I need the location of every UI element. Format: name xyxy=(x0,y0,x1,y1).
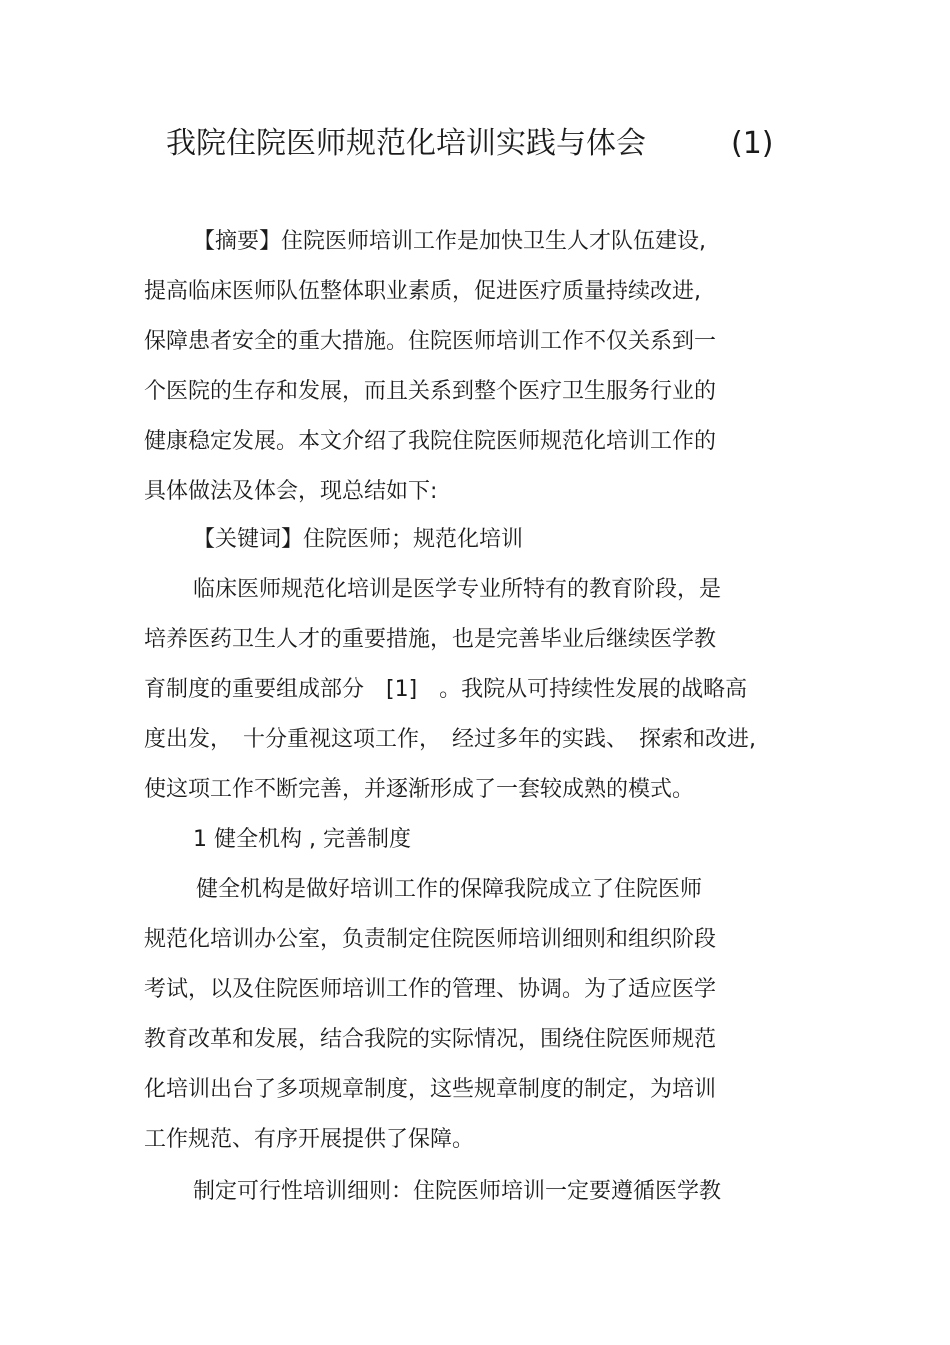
abstract-line: 提高临床医师队伍整体职业素质，促进医疗质量持续改进, xyxy=(144,279,701,304)
body-line: 教育改革和发展，结合我院的实际情况，围绕住院医师规范 xyxy=(144,1027,717,1052)
body-line: 育制度的重要组成部分 [1] 。我院从可持续性发展的战略高 xyxy=(144,677,748,702)
body-line: 制定可行性培训细则：住院医师培训一定要遵循医学教 xyxy=(193,1179,722,1204)
keywords-line: 【关键词】住院医师；规范化培训 xyxy=(193,527,524,552)
abstract-line: 保障患者安全的重大措施。住院医师培训工作不仅关系到一 xyxy=(144,329,717,354)
body-line: 规范化培训办公室，负责制定住院医师培训细则和组织阶段 xyxy=(144,927,717,952)
abstract-line: 健康稳定发展。本文介绍了我院住院医师规范化培训工作的 xyxy=(144,429,717,454)
body-line: 培养医药卫生人才的重要措施，也是完善毕业后继续医学教 xyxy=(144,627,717,652)
abstract-line: 具体做法及体会，现总结如下: xyxy=(144,479,438,504)
body-line: 工作规范、有序开展提供了保障。 xyxy=(144,1127,475,1152)
body-line: 考试，以及住院医师培训工作的管理、协调。为了适应医学 xyxy=(144,977,717,1002)
body-line: 临床医师规范化培训是医学专业所特有的教育阶段，是 xyxy=(193,577,722,602)
body-line: 健全机构是做好培训工作的保障我院成立了住院医师 xyxy=(196,877,703,902)
title-text: 我院住院医师规范化培训实践与体会 xyxy=(166,126,646,161)
body-line: 度出发， 十分重视这项工作， 经过多年的实践、 探索和改进, xyxy=(144,727,756,752)
body-line: 使这项工作不断完善，并逐渐形成了一套较成熟的模式。 xyxy=(144,777,695,802)
title-number: (1) xyxy=(731,126,774,161)
body-line: 化培训出台了多项规章制度，这些规章制度的制定，为培训 xyxy=(144,1077,717,1102)
document-title xyxy=(166,122,786,166)
abstract-line: 个医院的生存和发展，而且关系到整个医疗卫生服务行业的 xyxy=(144,379,717,404)
abstract-line: 【摘要】住院医师培训工作是加快卫生人才队伍建设, xyxy=(193,229,706,254)
section-heading: 1 健全机构 , 完善制度 xyxy=(193,827,411,852)
